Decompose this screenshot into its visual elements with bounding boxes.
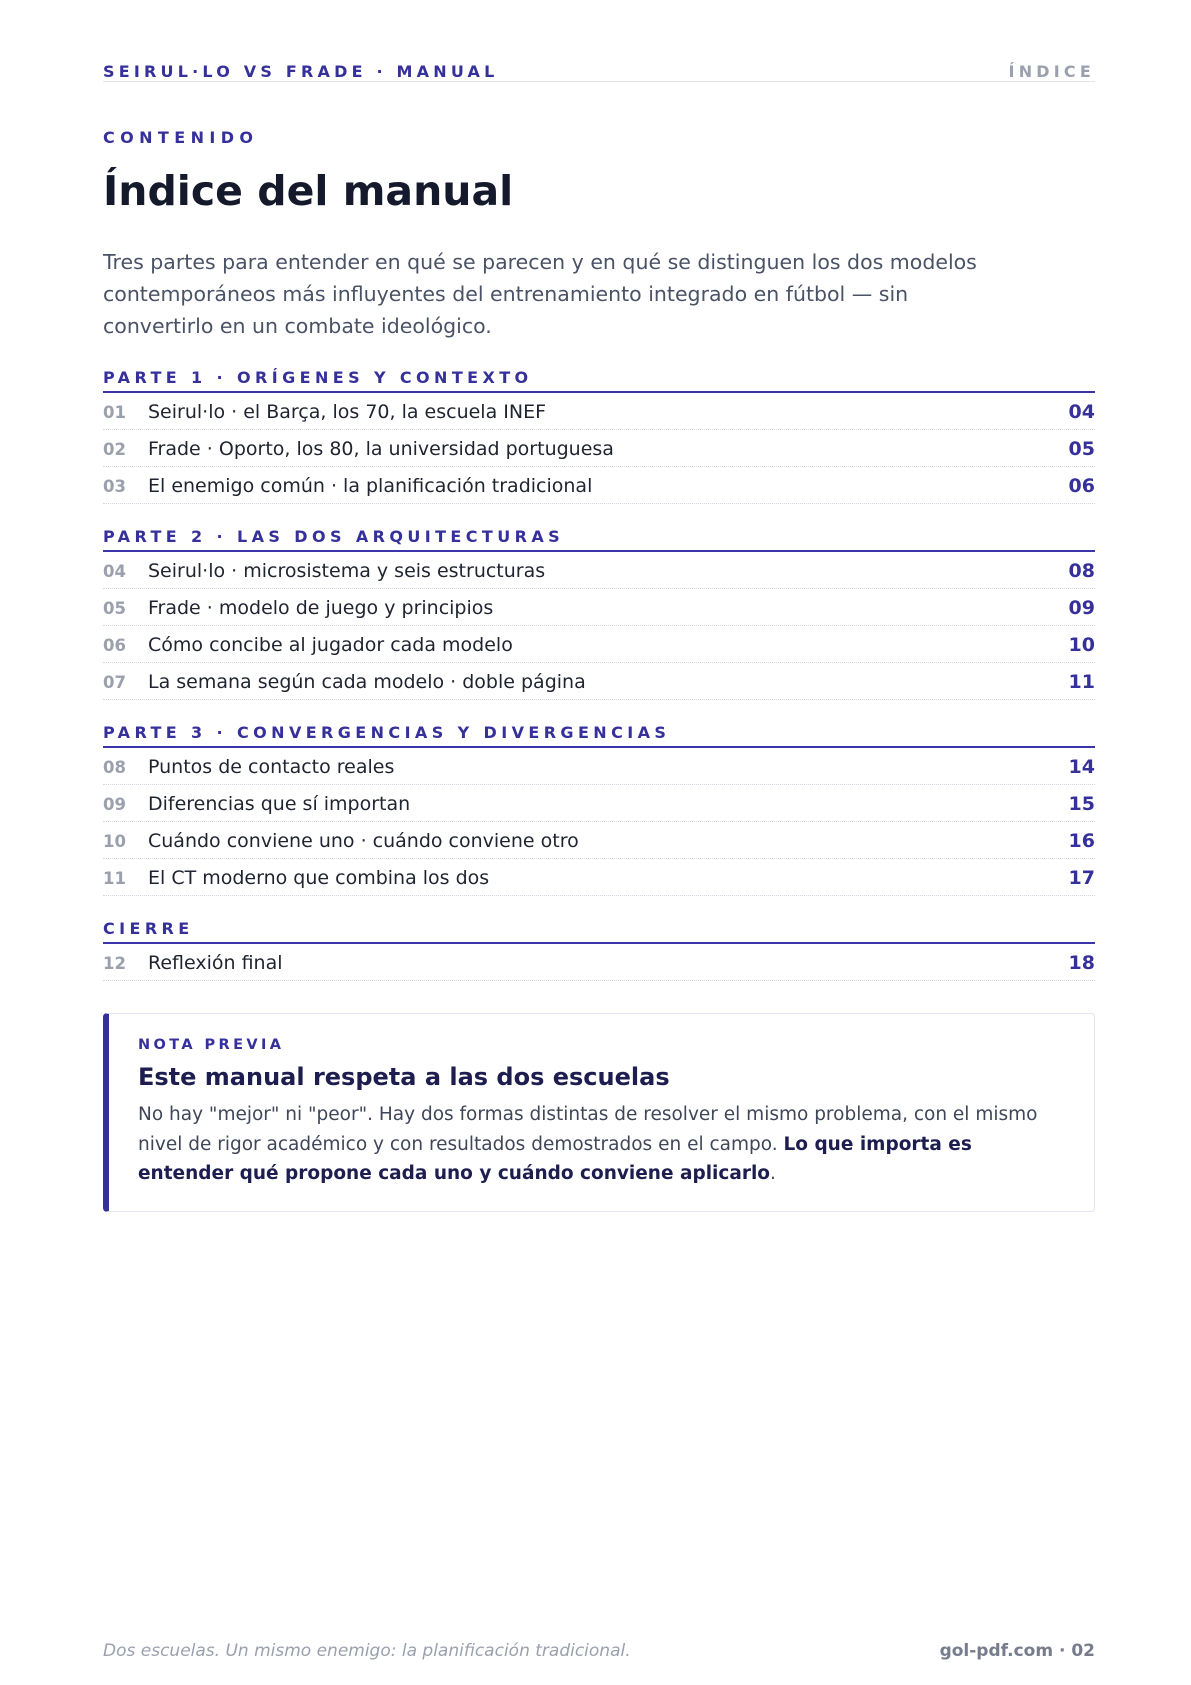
toc-entry-number: 02 [103,440,126,459]
toc-entry-label: El CT moderno que combina los dos [148,867,490,889]
toc-entry-label: Frade · Oporto, los 80, la universidad portuguesa [148,438,614,460]
toc-entry-page: 11 [1068,671,1095,693]
note-body-emphasis: Lo que importa es entender qué propone cada uno y cuándo conviene aplicarlo [138,1133,972,1184]
toc-entry-label: Puntos de contacto reales [148,756,395,778]
toc-entry-page: 16 [1068,830,1095,852]
toc-entry-number: 04 [103,562,126,581]
toc-section-part-3 [103,721,1095,896]
note-body-end: . [770,1163,776,1184]
toc-entry-page: 04 [1068,401,1095,423]
toc-entry-page: 14 [1068,756,1095,778]
toc-entry-number: 10 [103,832,126,851]
toc-entry-label: Cuándo conviene uno · cuándo conviene otro [148,830,579,852]
note-body [138,1100,1066,1189]
toc-entry-page: 15 [1068,793,1095,815]
toc-entry-label: Frade · modelo de juego y principios [148,597,494,619]
toc-section-title: PARTE 3 · CONVERGENCIAS Y DIVERGENCIAS [103,721,1095,748]
toc-entry-label: Reflexión final [148,952,283,974]
note-title: Este manual respeta a las dos escuelas [138,1063,670,1091]
header-manual-title: SEIRUL·LO VS FRADE · MANUAL [103,62,499,81]
note-eyebrow: NOTA PREVIA [138,1037,285,1053]
toc-entry[interactable] [103,430,1095,467]
toc-entry-label: Seirul·lo · el Barça, los 70, la escuela INEF [148,401,547,423]
toc-entry-number: 12 [103,954,126,973]
toc-entry-number: 01 [103,403,126,422]
toc-entry[interactable] [103,393,1095,430]
toc-entry[interactable] [103,552,1095,589]
toc-entry[interactable] [103,944,1095,981]
toc-entry-number: 07 [103,673,126,692]
toc-entry-number: 03 [103,477,126,496]
toc-entry-number: 09 [103,795,126,814]
toc-entry-page: 18 [1068,952,1095,974]
toc-section-part-1 [103,366,1095,504]
toc-entry-label: Seirul·lo · microsistema y seis estructuras [148,560,546,582]
toc-entry-label: Cómo concibe al jugador cada modelo [148,634,513,656]
toc-entry-number: 05 [103,599,126,618]
toc-entry-label: El enemigo común · la planificación tradicional [148,475,593,497]
toc-entry-label: La semana según cada modelo · doble página [148,671,586,693]
footer-page-number: gol-pdf.com · 02 [939,1641,1095,1661]
toc-entry-page: 06 [1068,475,1095,497]
footer-tagline: Dos escuelas. Un mismo enemigo: la planificación tradicional. [103,1641,631,1661]
toc-entry-page: 17 [1068,867,1095,889]
toc-entry[interactable] [103,785,1095,822]
toc-entry[interactable] [103,663,1095,700]
toc-entry-number: 11 [103,869,126,888]
toc-section-title: PARTE 2 · LAS DOS ARQUITECTURAS [103,525,1095,552]
header-section-name: ÍNDICE [1008,62,1095,81]
toc-section-part-2 [103,525,1095,700]
toc-entry[interactable] [103,626,1095,663]
toc-entry-page: 08 [1068,560,1095,582]
toc-entry-number: 08 [103,758,126,777]
toc-entry-page: 10 [1068,634,1095,656]
toc-section-title: CIERRE [103,917,1095,944]
toc-entry[interactable] [103,822,1095,859]
running-header [103,62,1095,82]
toc-entry-label: Diferencias que sí importan [148,793,411,815]
table-of-contents [103,366,1095,981]
toc-entry[interactable] [103,748,1095,785]
toc-entry-page: 05 [1068,438,1095,460]
toc-entry-number: 06 [103,636,126,655]
toc-entry[interactable] [103,467,1095,504]
page-title: Índice del manual [103,167,514,215]
toc-entry[interactable] [103,589,1095,626]
toc-entry-page: 09 [1068,597,1095,619]
note-body-text: No hay "mejor" ni "peor". Hay dos formas distintas de resolver el mismo problema, con el mismo nivel de rigor académico y con resultados demostrados en el campo. [138,1104,1038,1155]
toc-section-closing [103,917,1095,981]
intro-paragraph: Tres partes para entender en qué se parecen y en qué se distinguen los dos modelos contemporáneos más influyentes del entrenamiento integrado en fútbol — sin convertirlo en un combate ideológico. [103,250,977,338]
preface-note-callout [103,1013,1095,1212]
section-eyebrow: CONTENIDO [103,128,259,147]
toc-entry[interactable] [103,859,1095,896]
toc-section-title: PARTE 1 · ORÍGENES Y CONTEXTO [103,366,1095,393]
page [103,0,1095,1685]
